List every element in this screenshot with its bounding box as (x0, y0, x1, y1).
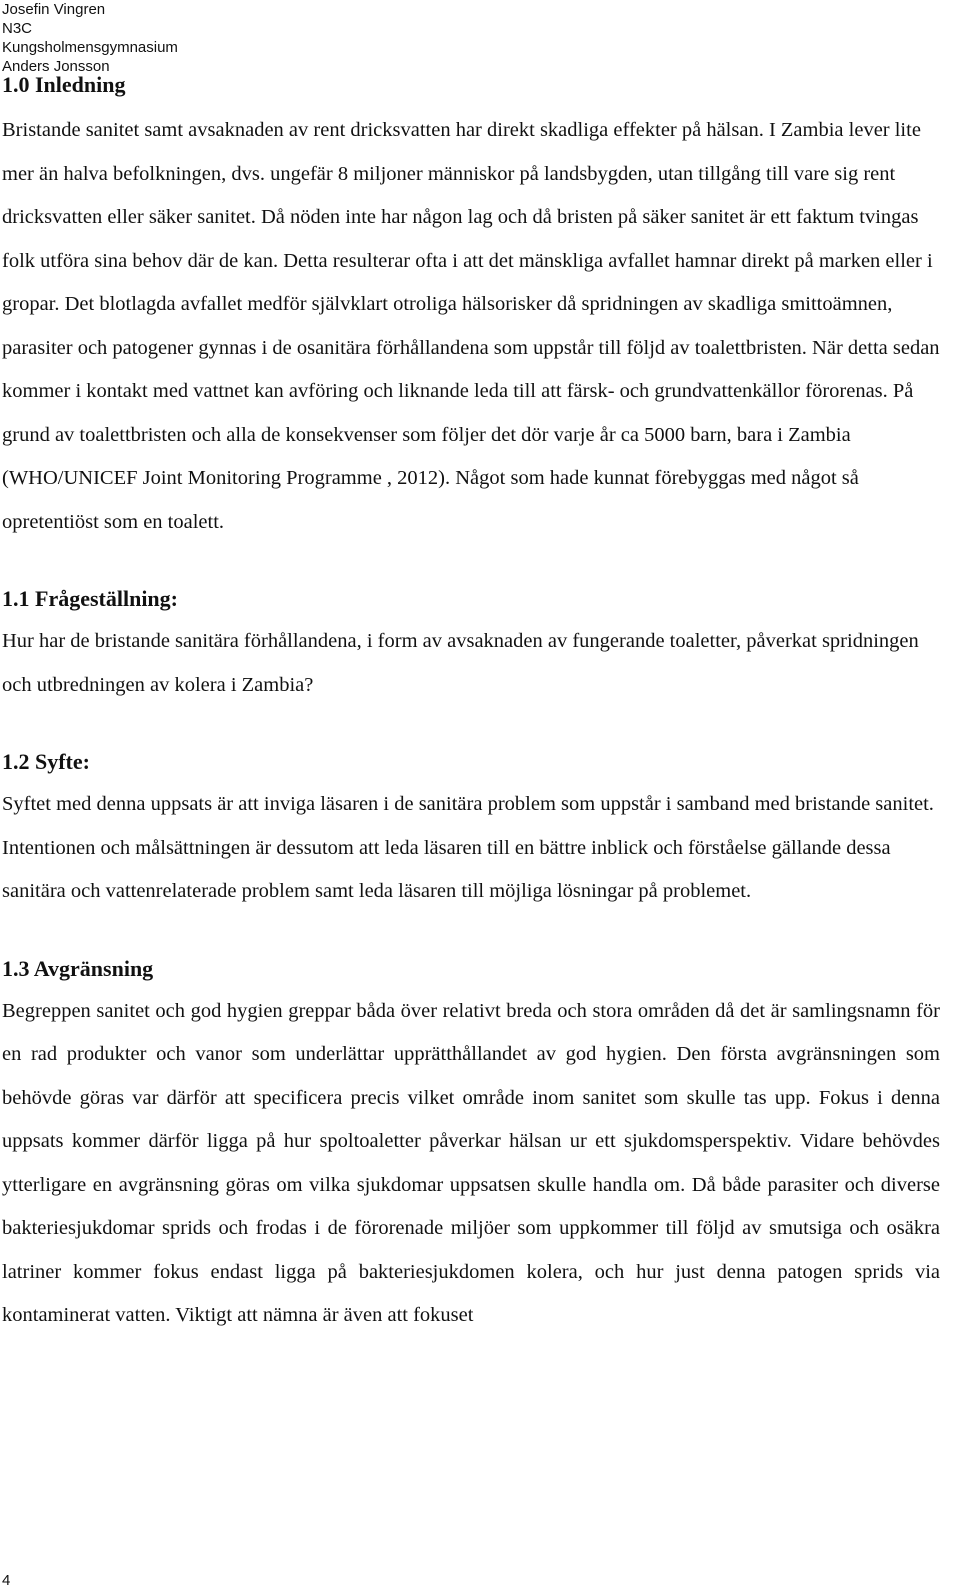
document-header (2, 0, 178, 76)
paragraph-avgransning: Begreppen sanitet och god hygien greppar båda över relativt breda och stora områden då det är samlingsnamn för en rad produkter och vanor som underlättar upprätthållandet av god hygien. Den första avgränsningen som behövde göras var därför att specificera precis vilket område inom sanitet som skulle tas upp. Fokus i denna uppsats kommer därför ligga på hur spoltoaletter påverkar hälsan ur ett sjukdomsperspektiv. Vidare behövdes ytterligare en avgränsning göras om vilka sjukdomar uppsatsen skulle handla om. Då både parasiter och diverse bakteriesjukdomar sprids och frodas i de förorenade miljöer som uppkommer till följd av smutsiga och osäkra latriner kommer fokus endast ligga på bakteriesjukdomen kolera, och hur just denna patogen sprids via kontaminerat vatten. Viktigt att nämna är även att fokuset (2, 999, 940, 1326)
class-name: N3C (2, 20, 33, 37)
heading-syfte: 1.2 Syfte: (2, 749, 90, 774)
school-name: Kungsholmensgymnasium (2, 39, 178, 56)
heading-avgransning: 1.3 Avgränsning (2, 955, 154, 981)
paragraph-fragestallning: Hur har de bristande sanitära förhållandena, i form av avsaknaden av fungerande toaletter, påverkat spridningen och utbredningen av kolera i Zambia? (2, 630, 919, 696)
page-number: 4 (2, 1572, 11, 1589)
document-body (2, 70, 940, 1338)
paragraph-syfte: Syftet med denna uppsats är att inviga läsaren i de sanitära problem som uppstår i samband med bristande sanitet. Intentionen och målsättningen är dessutom att leda läsaren till en bättre inblick och förståelse gällande dessa sanitära och vattenrelaterade problem samt leda läsaren till möjliga lösningar på problemet. (2, 793, 934, 902)
supervisor-name: Anders Jonsson (2, 58, 110, 75)
heading-fragestallning: 1.1 Frågeställning: (2, 586, 178, 611)
author-name: Josefin Vingren (2, 1, 106, 18)
paragraph-inledning: Bristande sanitet samt avsaknaden av rent dricksvatten har direkt skadliga effekter på hälsan. I Zambia lever lite mer än halva befolkningen, dvs. ungefär 8 miljoner människor på landsbygden, utan tillgång till vare sig rent dricksvatten eller säker sanitet. Då nöden inte har någon lag och då bristen på säker sanitet är ett faktum tvingas folk utföra sina behov där de kan. Detta resulterar ofta i att det mänskliga avfallet hamnar direkt på marken eller i gropar. Det blotlagda avfallet medför självklart otroliga hälsorisker då spridningen av skadliga smittoämnen, parasiter och patogener gynnas i de osanitära förhållandena som uppstår till följd av toalettbristen. När detta sedan kommer i kontakt med vattnet kan avföring och liknande leda till att färsk- och grundvattenkällor förorenas. På grund av toalettbristen och alla de konsekvenser som följer det dör varje år ca 5000 barn, bara i Zambia (WHO/UNICEF Joint Monitoring Programme , 2012). Något som hade kunnat förebyggas med något så opretentiöst som en toalett. (2, 119, 940, 533)
heading-inledning: 1.0 Inledning (2, 72, 126, 97)
